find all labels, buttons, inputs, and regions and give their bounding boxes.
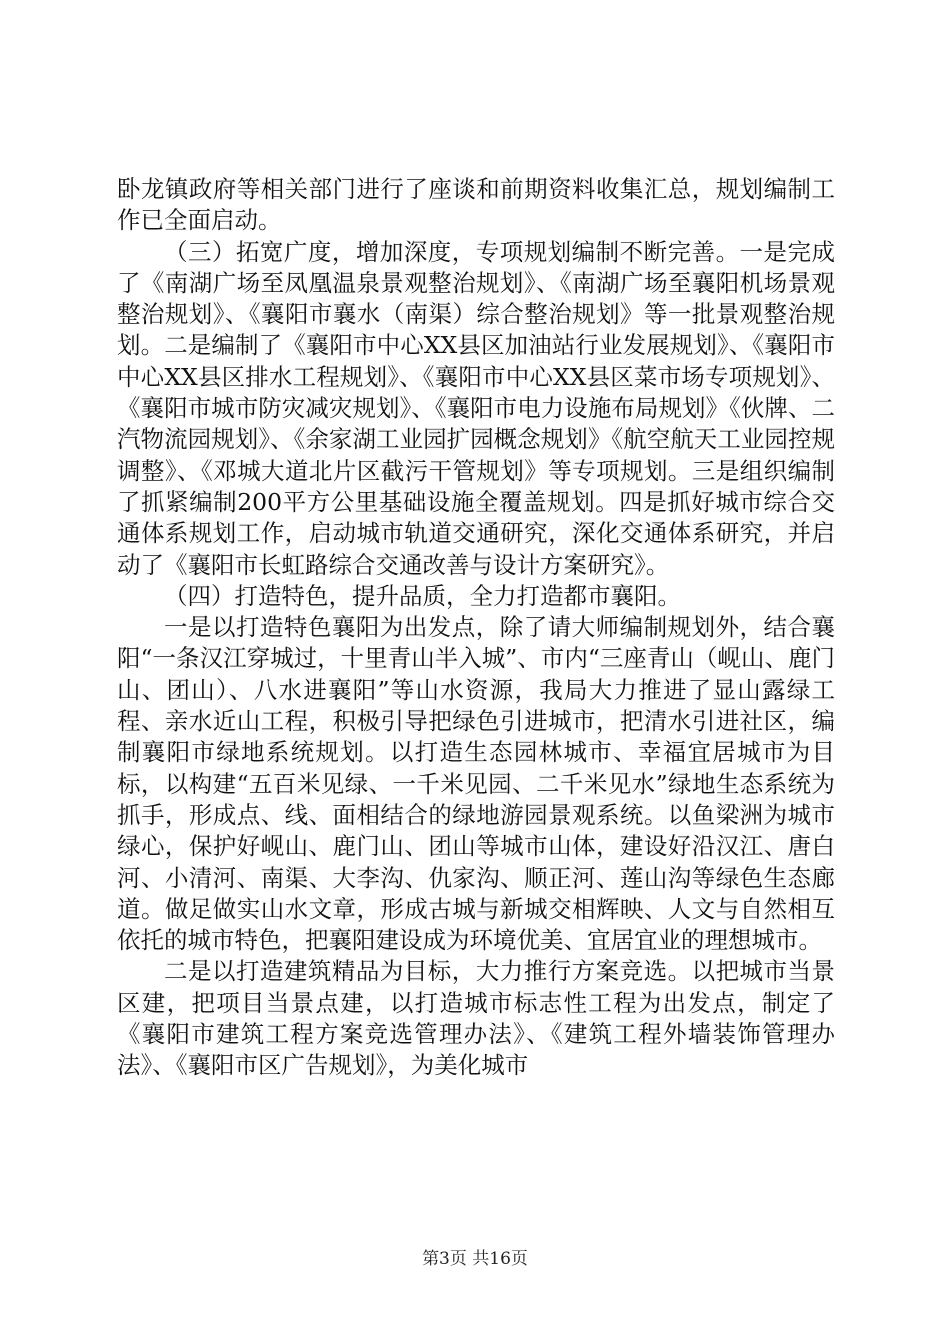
document-body (117, 174, 835, 1082)
paragraph-item-2: 二是以打造建筑精品为目标，大力推行方案竞选。以把城市当景区建，把项目当景点建，以打造城市标志性工程为出发点，制定了《襄阳市建筑工程方案竞选管理办法》、《建筑工程外墙装饰管理办法》、《襄阳市区广告规划》，为美化城市 (117, 957, 835, 1080)
page-number-footer: 第3页 共16页 (422, 1249, 528, 1269)
paragraph-section-3: （三）拓宽广度，增加深度，专项规划编制不断完善。一是完成了《南湖广场至凤凰温泉景观整治规划》、《南湖广场至襄阳机场景观整治规划》、《襄阳市襄水（南渠）综合整治规划》等一批景观整治规划。二是编制了《襄阳市中心XX县区加油站行业发展规划》、《襄阳市中心XX县区排水工程规划》、《襄阳市中心XX县区菜市场专项规划》、《襄阳市城市防灾减灾规划》、《襄阳市电力设施布局规划》《伙牌、二汽物流园规划》、《余家湖工业园扩园概念规划》《航空航天工业园控规调整》、《邓城大道北片区截污干管规划》等专项规划。三是组织编制了抓紧编制200平方公里基础设施全覆盖规划。四是抓好城市综合交通体系规划工作，启动城市轨道交通研究，深化交通体系研究，并启动了《襄阳市长虹路综合交通改善与设计方案研究》。 (117, 237, 835, 579)
paragraph-item-1: 一是以打造特色襄阳为出发点，除了请大师编制规划外，结合襄阳“一条汉江穿城过，十里青山半入城”、市内“三座青山（岘山、鹿门山、团山）、八水进襄阳”等山水资源，我局大力推进了显山露绿工程、亲水近山工程，积极引导把绿色引进城市，把清水引进社区，编制襄阳市绿地系统规划。以打造生态园林城市、幸福宜居城市为目标，以构建“五百米见绿、一千米见园、二千米见水”绿地生态系统为抓手，形成点、线、面相结合的绿地游园景观系统。以鱼梁洲为城市绿心，保护好岘山、鹿门山、团山等城市山体，建设好沿汉江、唐白河、小清河、南渠、大李沟、仇家沟、顺正河、莲山沟等绿色生态廊道。做足做实山水文章，形成古城与新城交相辉映、人文与自然相互依托的城市特色，把襄阳建设成为环境优美、宜居宜业的理想城市。 (117, 613, 835, 955)
paragraph-section-4-heading: （四）打造特色，提升品质，全力打造都市襄阳。 (164, 581, 681, 610)
paragraph-continued: 卧龙镇政府等相关部门进行了座谈和前期资料收集汇总，规划编制工作已全面启动。 (117, 175, 835, 235)
